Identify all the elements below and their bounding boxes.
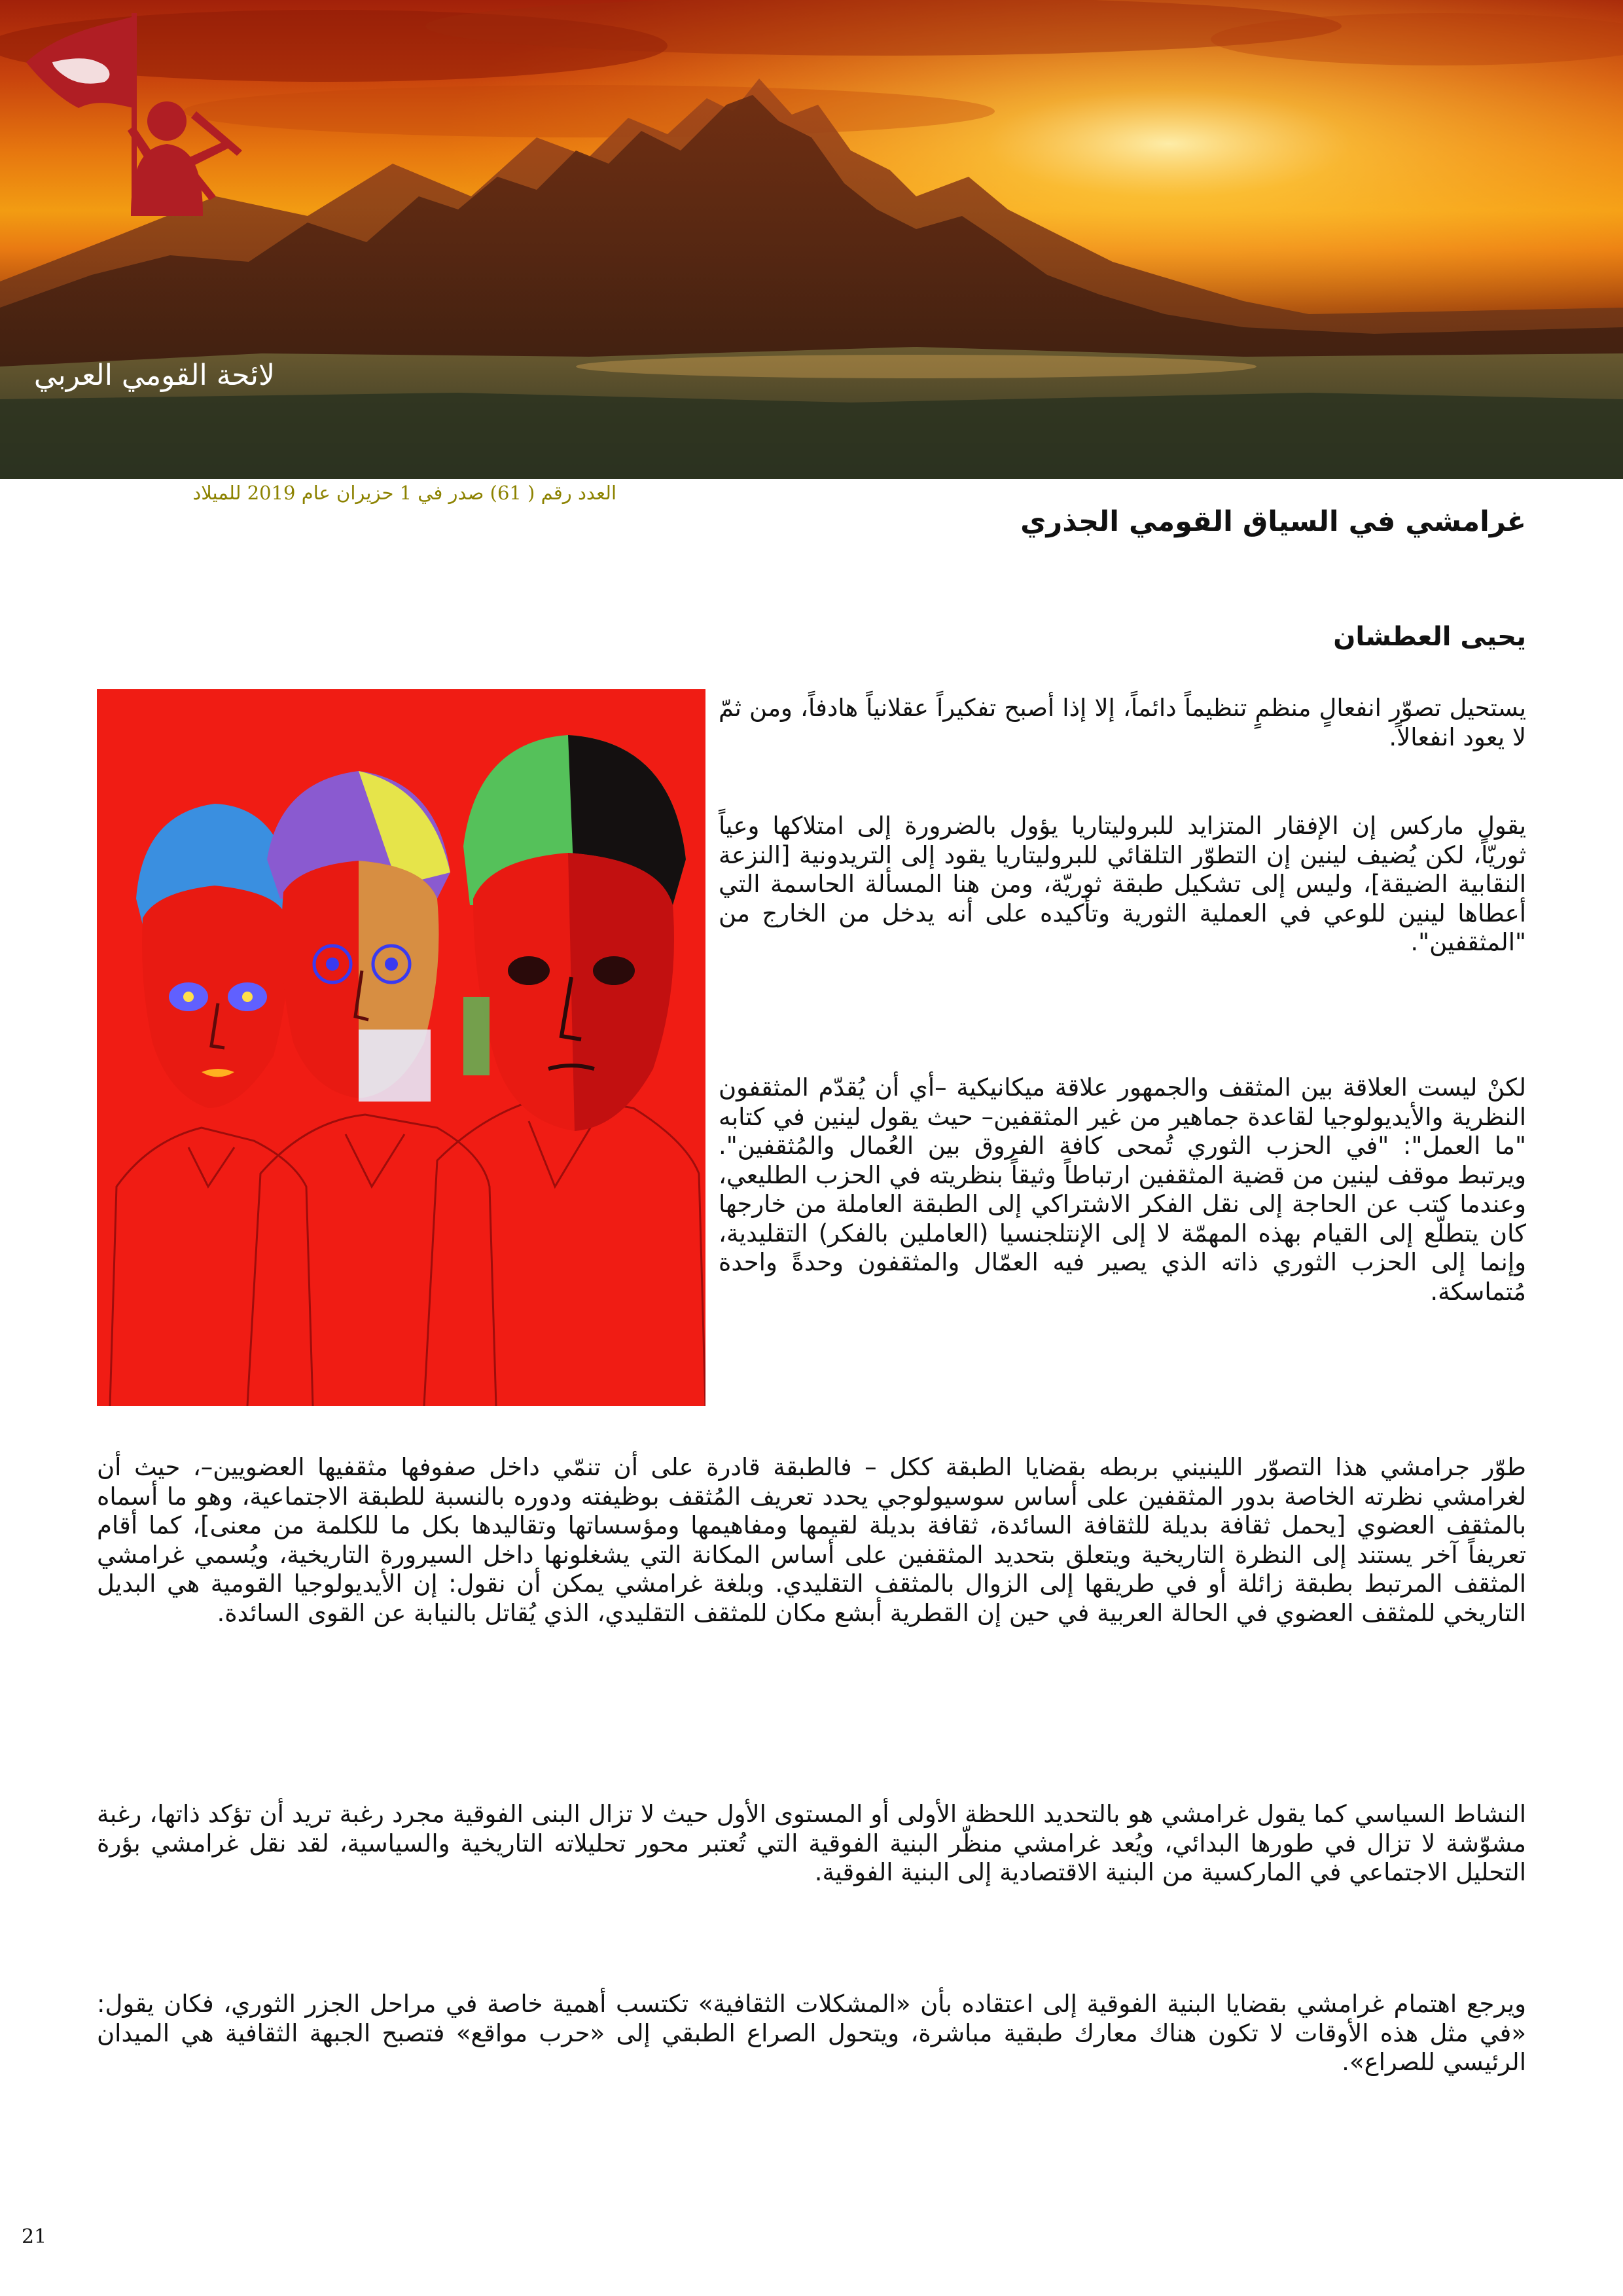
paragraph-4: طوّر جرامشي هذا التصوّر اللينيني بربطه بقضايا الطبقة ككل – فالطبقة قادرة على أن تنمّي داخل صفوفها مثقفيها العضويين–، حيث أن لغرامشي نظرته الخاصة بدور المثقفين على أساس سوسيولوجي يحدد تعريف المُثقف بوظيفته ودوره بالنسبة للطبقة الاجتماعية، وهو ما أسماه بالمثقف العضوي [يحمل ثقافة بديلة للثقافة السائدة، ثقافة بديلة لقيمها ومفاهيمها ومؤسساتها وتقاليدها بكل ما للكلمة من معنى]، كما أقام تعريفاً آخر يستند إلى النظرة التاريخية ويتعلق بتحديد المثقفين على أساس المكانة التي يشغلونها داخل السيرورة التاريخية، ويُسمي غرامشي المثقف المرتبط بطبقة زائلة أو في طريقها إلى الزوال بالمثقف التقليدي. وبلغة غرامشي يمكن أن نقول: إن الأيديولوجيا القومية هي البديل التاريخي للمثقف العضوي في الحالة العربية في حين إن القطرية أبشع مكان للمثقف التقليدي، الذي يُقاتل بالنيابة عن القوى السائدة. (97, 1453, 1526, 1627)
article-title: غرامشي في السياق القومي الجذري (1020, 505, 1526, 538)
paragraph-3: لكنْ ليست العلاقة بين المثقف والجمهور علاقة ميكانيكية –أي أن يُقدّم المثقفون النظرية والأيديولوجيا لقاعدة جماهير من غير المثقفين– حيث يقول لينين في كتابه "ما العمل": "في الحزب الثوري تُمحى كافة الفروق بين العُمال والمُثقفين". ويرتبط موقف لينين من قضية المثقفين ارتباطاً وثيقاً بنظريته في الحزب الطليعي، وعندما كتب عن الحاجة إلى نقل الفكر الاشتراكي إلى الطبقة العاملة من خارجها كان يتطلّع إلى القيام بهذه المهمّة لا إلى الإنتلجنسيا (العاملين بالفكر) التقليدية، وإنما إلى الحزب الثوري ذاته الذي يصير فيه العمّال والمثقفون وحدةً واحدة مُتماسكة. (719, 1073, 1526, 1306)
logo-figure-icon (128, 101, 242, 216)
logo-icon (0, 0, 288, 262)
logo-text: لائحة القومي العربي (33, 359, 276, 392)
paragraph-2: يقول ماركس إن الإفقار المتزايد للبروليتاريا يؤول بالضرورة إلى امتلاكها وعياً ثوريّاً، لكن يُضيف لينين إن التطوّر التلقائي للبروليتاريا يقود إلى التريدونية [النزعة النقابية الضيقة]، وليس إلى تشكيل طبقة ثوريّة، ومن هنا المسألة الحاسمة التي أعطاها لينين للوعي في العملية الثورية وتأكيده على أنه يدخل من الخارج من "المثقفين". (719, 812, 1526, 956)
issue-line: العدد رقم ( 61) صدر في 1 حزيران عام 2019 للميلاد (192, 482, 616, 504)
paragraph-5: النشاط السياسي كما يقول غرامشي هو بالتحديد اللحظة الأولى أو المستوى الأول حيث لا تزال البنى الفوقية مجرد رغبة تريد أن تؤكد ذاتها، رغبة مشوّشة لا تزال في طورها البدائي، ويُعد غرامشي منظّر البنية الفوقية التي تُعتبر محور تحليلاته التاريخية والسياسية، لقد نقل غرامشي بؤرة التحليل الاجتماعي في الماركسية من البنية الاقتصادية إلى البنية الفوقية. (97, 1800, 1526, 1886)
page-number: 21 (22, 2225, 47, 2248)
paragraph-6: ويرجع اهتمام غرامشي بقضايا البنية الفوقية إلى اعتقاده بأن «المشكلات الثقافية» تكتسب أهمية خاصة في مراحل الجزر الثوري، فكان يقول: «في مثل هذه الأوقات لا تكون هناك معارك طبقية مباشرة، ويتحول الصراع الطبقي إلى «حرب مواقع» فتصبح الجبهة الثقافية هي الميدان الرئيسي للصراع». (97, 1990, 1526, 2076)
three-portraits-image (97, 689, 705, 1406)
header-banner (0, 0, 1623, 479)
article-painting (97, 689, 705, 1406)
paragraph-1: يستحيل تصوّر انفعالٍ منظمٍ تنظيماً دائماً، إلا إذا أصبح تفكيراً عقلانياً هادفاً، ومن ثمّ لا يعود انفعالاً. (719, 694, 1526, 751)
article-author: يحيى العطشان (1333, 622, 1526, 652)
